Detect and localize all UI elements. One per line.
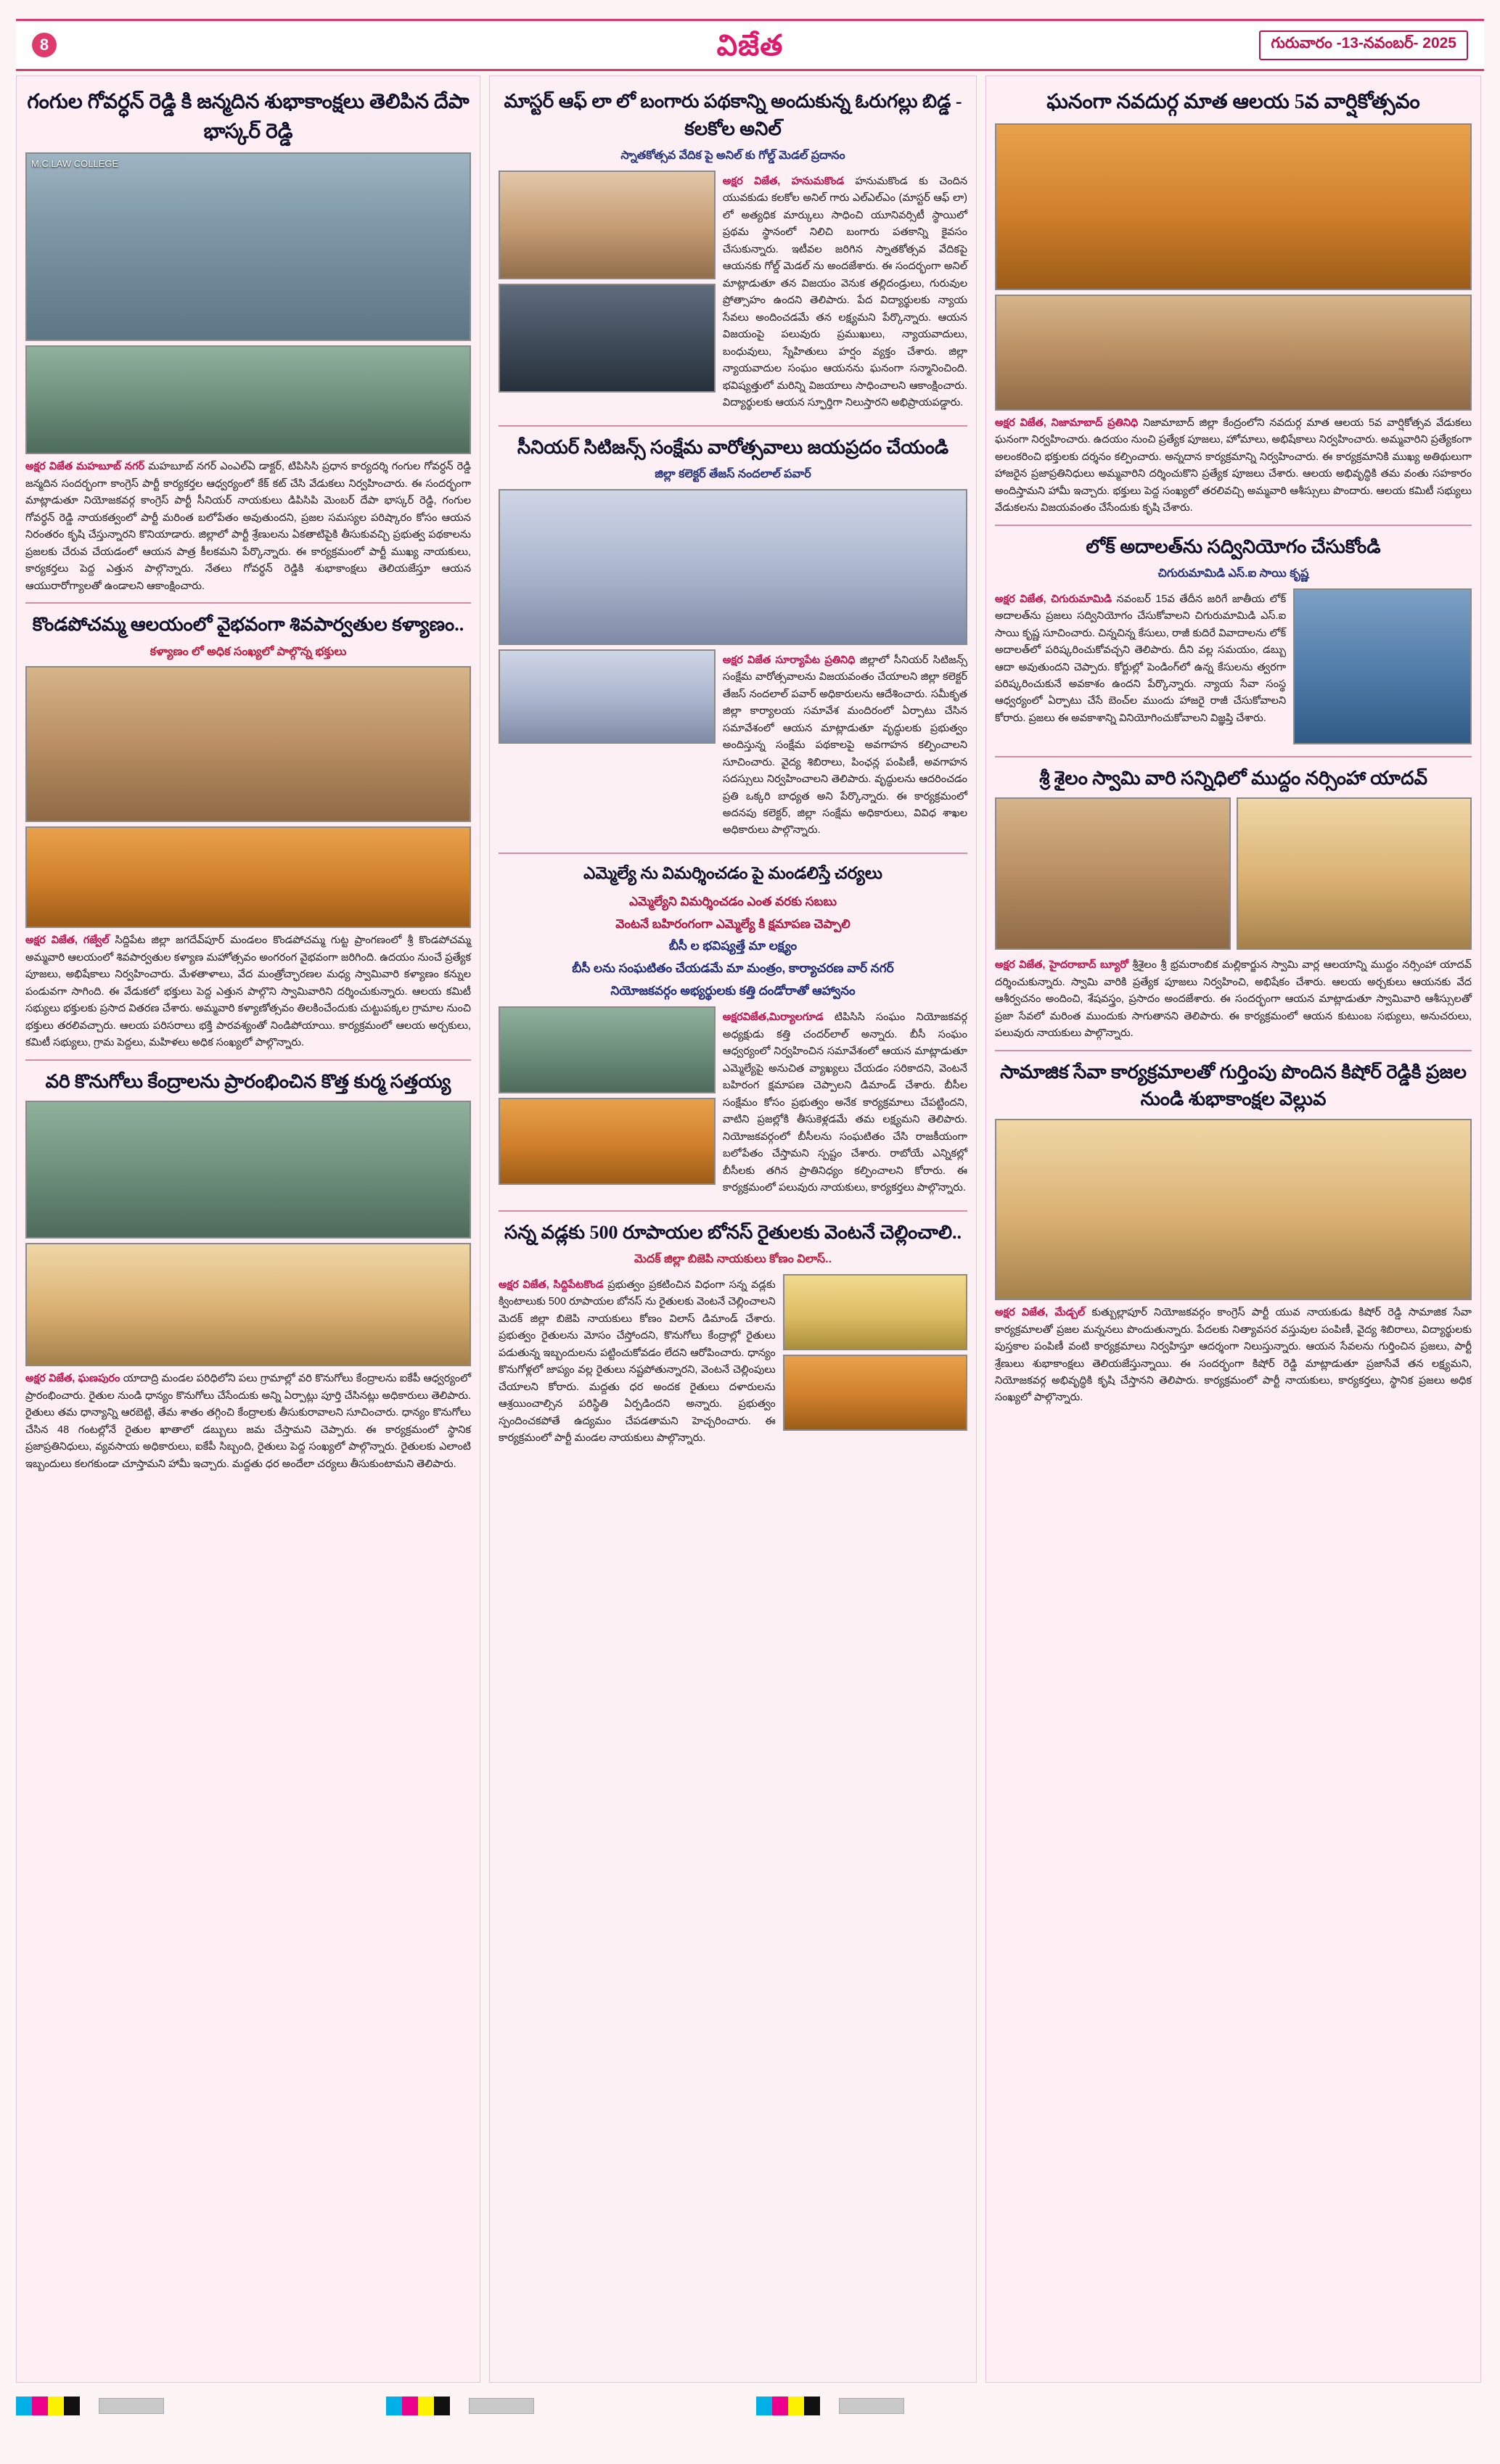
- article-photo-secondary: [783, 1355, 967, 1431]
- article-text: యాదాద్రి మండల పరిధిలోని పలు గ్రామాల్లో వరి కొనుగోలు కేంద్రాలను ఐకేపీ ఆధ్వర్యంలో ప్రారంభించారు. రైతుల నుండి ధాన్యం కొనుగోలు చేసేందుకు అన్ని ఏర్పాట్లు పూర్తి చేసినట్లు అధికారులు తెలిపారు. రైతులు తమ ధాన్యాన్ని ఆరబెట్టి, తేమ శాతం తగ్గించి కేంద్రాలకు తీసుకురావాలని సూచించారు. ధాన్యం కొనుగోలు చేసిన 48 గంటల్లోనే రైతుల ఖాతాలో డబ్బులు జమ చేస్తామని చెప్పారు. ఈ కార్యక్రమంలో స్థానిక ప్రజాప్రతినిధులు, వ్యవసాయ అధికారులు, ఐకేపీ సిబ్బంది, రైతులు పెద్ద సంఖ్యలో పాల్గొన్నారు. రైతులకు ఎలాంటి ఇబ్బందులు కలగకుండా చూస్తామని హామీ ఇచ్చారు. మద్దతు ధర అందేలా చర్యలు తీసుకుంటామని తెలిపారు.: [25, 1373, 471, 1470]
- article-text: జిల్లాలో సీనియర్ సిటిజన్స్ సంక్షేమ వారోత్సవాలను విజయవంతం చేయాలని జిల్లా కలెక్టర్ తేజస్ నందలాల్ పవార్ అధికారులను ఆదేశించారు. సమీకృత జిల్లా కార్యాలయ సమావేశ మందిరంలో ఏర్పాటు చేసిన సమావేశంలో ఆయన మాట్లాడుతూ వృద్ధులకు ప్రభుత్వం అందిస్తున్న సంక్షేమ పథకాలపై అవగాహన కల్పించాలని సూచించారు. వైద్య శిబిరాలు, పింఛన్ల పంపిణీ, అవగాహన సదస్సులు నిర్వహించాలని తెలిపారు. వృద్ధులను ఆదరించడం ప్రతి ఒక్కరి బాధ్యత అని పేర్కొన్నారు. ఈ కార్యక్రమంలో అదనపు కలెక్టర్, జిల్లా సంక్షేమ అధికారులు, వివిధ శాఖల అధికారులు పాల్గొన్నారు.: [722, 654, 968, 837]
- article-c2-3: [499, 861, 967, 1203]
- headline: గంగుల గోవర్ధన్ రెడ్డి కి జన్మదిన శుభాకాంక్షలు తెలిపిన దేపా భాస్కర్ రెడ్డి: [27, 91, 470, 143]
- photo-text-flow: [499, 1006, 967, 1202]
- article-body: [723, 1009, 967, 1196]
- article-photo-secondary: [25, 826, 471, 928]
- color-swatch-magenta: [32, 2397, 48, 2415]
- article-credit: అక్షర విజేత, హైదరాబాద్ బ్యూరో: [995, 959, 1128, 972]
- article-photo-secondary: [25, 345, 471, 454]
- article-photo: [25, 666, 471, 822]
- article-body: [25, 932, 471, 1051]
- divider: [995, 756, 1472, 757]
- article-body: [25, 459, 471, 595]
- headline: లోక్ అదాలత్‌ను సద్వినియోగం చేసుకోండి: [1086, 535, 1381, 557]
- article-credit: అక్షర విజేత సూర్యాపేట ప్రతినిధి: [722, 654, 856, 666]
- article-body: [499, 1277, 776, 1447]
- headline: మాస్టర్ ఆఫ్ లా లో బంగారు పథకాన్ని అందుకున్న ఓరుగల్లు బిడ్డ - కలకోల అనిల్: [504, 91, 962, 139]
- article-photo: [783, 1274, 967, 1350]
- article-photo: [25, 1101, 471, 1239]
- divider: [499, 1210, 967, 1212]
- article-text: మహబూబ్ నగర్ ఎంఎల్ఏ డాక్టర్, టిపిసిసి ప్రధాన కార్యదర్శి గంగుల గోవర్ధన్ రెడ్డి జన్మదిన సందర్భంగా కాంగ్రెస్ పార్టీ కార్యకర్తల ఆధ్వర్యంలో కేక్ కట్ చేసి వేడుకలు నిర్వహించారు. ఈ సందర్భంగా మాట్లాడుతూ నియోజకవర్గ కాంగ్రెస్ పార్టీ సీనియర్ నాయకులు డిపిసిపి మెంబర్ దేపా భాస్కర్ రెడ్డి, గంగుల గోవర్ధన్ రెడ్డి నాయకత్వంలో పార్టీ మరింత బలోపేతం అవుతుందని, ప్రజల సమస్యల పరిష్కారం కోసం ఆయన నిరంతరం కృషి చేస్తున్నారని కొనియాడారు. జిల్లాలో పార్టీ శ్రేణులను ఏకతాటిపైకి తీసుకువచ్చి ప్రభుత్వ పథకాలను ప్రజలకు చేరువ చేయడంలో ఆయన పాత్ర కీలకమని పేర్కొన్నారు. ఈ కార్యక్రమంలో పార్టీ ముఖ్య నాయకులు, కార్యకర్తలు పెద్ద ఎత్తున పాల్గొన్నారు. నేతలు గోవర్ధన్ రెడ్డికి శుభాకాంక్షలు తెలియజేస్తూ ఆయన ఆయురారోగ్యాలతో ఉండాలని ఆకాంక్షించారు.: [25, 461, 471, 592]
- photo-stack: [1293, 588, 1472, 749]
- article-text: శ్రీశైలం శ్రీ భ్రమరాంబిక మల్లికార్జున స్వామి వార్ల ఆలయాన్ని ముద్దం నర్సింహా యాదవ్ దర్శించుకున్నారు. స్వామి వారికి ప్రత్యేక పూజలు నిర్వహించి, అభిషేకం చేశారు. ఆలయ అర్చకులు ఆయనకు వేద ఆశీర్వచనం అందించి, శేషవస్త్రం, ప్రసాదం అందజేశారు. ఈ సందర్భంగా ఆయన మాట్లాడుతూ స్వామివారి ఆశీస్సులతో ప్రజా సేవలో మరింత ముందుకు సాగుతానని తెలిపారు. ఈ కార్యక్రమంలో ఆయన కుటుంబ సభ్యులు, అనుచరులు, పలువురు నాయకులు పాల్గొన్నారు.: [995, 959, 1472, 1040]
- photo-text-flow: [499, 1274, 967, 1453]
- color-swatch-black: [804, 2397, 820, 2415]
- article-credit: అక్షర విజేత మహబూబ్ నగర్: [25, 461, 145, 473]
- color-bar-group: [386, 2397, 450, 2415]
- article-body: [995, 415, 1472, 517]
- article-credit: అక్షర విజేత, హనుమకొండ: [722, 175, 845, 187]
- divider: [499, 425, 967, 427]
- article-text: ప్రభుత్వం ప్రకటించిన విధంగా సన్న వడ్లకు క్వింటాలుకు 500 రూపాయల బోనస్ ను రైతులకు వెంటనే చెల్లించాలని మెదక్ జిల్లా బిజెపి నాయకులు కోణం విలాస్ డిమాండ్ చేశారు. ప్రభుత్వం రైతులను మోసం చేస్తోందని, కొనుగోలు కేంద్రాల్లో రైతులు పడుతున్న ఇబ్బందులను పట్టించుకోవడం లేదని ఆరోపించారు. ధాన్యం కొనుగోళ్లలో జాప్యం వల్ల రైతులు నష్టపోతున్నారని, వెంటనే చెల్లింపులు చేయాలని కోరారు. మద్దతు ధర అందక రైతులు దళారులను ఆశ్రయించాల్సిన పరిస్థితి ఏర్పడిందని అన్నారు. ప్రభుత్వం స్పందించకపోతే ఉద్యమం చేపడతామని హెచ్చరించారు. ఈ కార్యక్రమంలో పార్టీ మండల నాయకులు పాల్గొన్నారు.: [499, 1278, 776, 1445]
- color-swatch-yellow: [788, 2397, 804, 2415]
- subheadline: స్నాతకోత్సవ వేదిక పై అనిల్ కు గోల్డ్ మెడల్ ప్రదానం: [620, 149, 845, 163]
- page-number: 8: [32, 33, 57, 57]
- photo-text-flow: [995, 588, 1472, 749]
- color-swatch-cyan: [756, 2397, 772, 2415]
- column-1: [16, 75, 480, 2383]
- bullet-item: బీసీ ల భవిష్యత్తే మా లక్ష్యం: [668, 939, 798, 953]
- subheadline: కళ్యాణం లో అధిక సంఖ్యలో పాల్గొన్న భక్తులు: [149, 645, 347, 658]
- article-photo: [499, 171, 716, 279]
- color-swatch-yellow: [48, 2397, 64, 2415]
- article-photo-secondary: [499, 284, 716, 393]
- article-body: [723, 173, 967, 412]
- color-swatch-black: [64, 2397, 80, 2415]
- columns-container: [16, 75, 1484, 2383]
- headline: వరి కొనుగోలు కేంద్రాలను ప్రారంభించిన కొత్త కుర్మ సత్తయ్య: [45, 1070, 451, 1092]
- headline: ఎమ్మెల్యే ను విమర్శించడం పై మండలిస్తే చర్యలు: [583, 863, 883, 882]
- article-credit: అక్షర విజేత, నిజామాబాద్ ప్రతినిధి: [995, 416, 1139, 429]
- article-photo: [995, 797, 1231, 950]
- color-swatch-cyan: [16, 2397, 32, 2415]
- article-c3-2: [995, 533, 1472, 749]
- article-body: [995, 591, 1286, 743]
- divider: [995, 525, 1472, 526]
- divider: [499, 853, 967, 854]
- photo-stack: [783, 1274, 967, 1453]
- article-c1-2: [25, 611, 471, 1051]
- divider: [995, 1050, 1472, 1051]
- registration-color-bars: [16, 2391, 1484, 2420]
- article-text: కుత్బుల్లాపూర్ నియోజకవర్గం కాంగ్రెస్ పార్టీ యువ నాయకుడు కిషోర్ రెడ్డి సామాజిక సేవా కార్యక్రమాలతో ప్రజల మన్ననలు పొందుతున్నారు. పేదలకు నిత్యావసర వస్తువుల పంపిణీ, వైద్య శిబిరాలు, విద్యార్థులకు పుస్తకాల పంపిణీ వంటి కార్యక్రమాలు నిర్వహిస్తూ ఆదర్శంగా నిలుస్తున్నారు. ఆయన సేవలను గుర్తించిన ప్రజలు, పార్టీ శ్రేణులు శుభాకాంక్షలు తెలియజేస్తున్నాయి. ఈ సందర్భంగా కిషోర్ రెడ్డి మాట్లాడుతూ ప్రజాసేవే తన లక్ష్యమని, నియోజకవర్గ అభివృద్ధికి కృషి చేస్తానని తెలిపారు. కార్యక్రమంలో పార్టీ నాయకులు, కార్యకర్తలు, స్థానిక ప్రజలు అధిక సంఖ్యలో పాల్గొన్నారు.: [995, 1307, 1472, 1404]
- photo-stack: [499, 171, 716, 418]
- column-2: [489, 75, 977, 2383]
- photo-stack: [499, 649, 716, 845]
- article-photo: [499, 489, 967, 645]
- bullet-item: బీసీ లను సంఘటితం చేయడమే మా మంత్రం, కార్యాచరణ వార్ నగర్: [572, 961, 894, 976]
- article-c3-4: [995, 1059, 1472, 1407]
- dateline: గురువారం -13-నవంబర్- 2025: [1259, 30, 1468, 60]
- article-photo: [1293, 588, 1472, 744]
- article-photo: [995, 123, 1472, 290]
- article-photo-secondary: [1237, 797, 1472, 950]
- headline: శ్రీ శైలం స్వామి వారి సన్నిధిలో ముద్దం నర్సింహా యాదవ్: [1039, 767, 1427, 789]
- subheadline: జిల్లా కలెక్టర్ తేజస్ నందలాల్ పవార్: [655, 468, 811, 481]
- article-c3-1: [995, 88, 1472, 517]
- divider: [25, 1059, 471, 1061]
- article-body: [25, 1371, 471, 1473]
- headline: కొండపోచమ్మ ఆలయంలో వైభవంగా శివపార్వతుల కళ్యాణం..: [32, 614, 464, 636]
- article-photo-secondary: [25, 1243, 471, 1366]
- article-photo-secondary: [499, 1098, 716, 1185]
- subheadline: మెదక్ జిల్లా బిజెపి నాయకులు కోణం విలాస్..: [634, 1253, 832, 1266]
- article-credit: అక్షర విజేత, సిద్దిపేటకొండ: [499, 1278, 604, 1291]
- bullet-list: [499, 891, 967, 1002]
- article-c3-3: [995, 765, 1472, 1043]
- color-swatch-yellow: [418, 2397, 434, 2415]
- article-body: [995, 1305, 1472, 1407]
- divider: [25, 602, 471, 604]
- article-credit: అక్షర విజేత, గజ్వేల్: [25, 935, 110, 947]
- photo-row: [995, 797, 1472, 954]
- article-c1-3: [25, 1068, 471, 1474]
- photo-text-flow: [499, 171, 967, 418]
- color-bar-group: [16, 2397, 80, 2415]
- article-photo-secondary: [499, 649, 716, 744]
- masthead: [16, 19, 1484, 71]
- article-photo: [25, 152, 471, 341]
- article-c2-4: [499, 1219, 967, 1453]
- column-3: [985, 75, 1481, 2383]
- article-text: నవంబర్ 15వ తేదీన జరిగే జాతీయ లోక్ అదాలత్‌ను ప్రజలు సద్వినియోగం చేసుకోవాలని చిగురుమామిడి ఎస్.ఐ సాయి కృష్ణ సూచించారు. చిన్నచిన్న కేసులు, రాజీ కుదిరే వివాదాలను లోక్ అదాలత్‌లో పరిష్కరించుకోవచ్చని తెలిపారు. దీని వల్ల సమయం, డబ్బు ఆదా అవుతుందని చెప్పారు. కోర్టుల్లో పెండింగ్‌లో ఉన్న కేసులను త్వరగా పరిష్కరించుకునే అవకాశం ఉందని పేర్కొన్నారు. న్యాయ సేవా సంస్థ ఆధ్వర్యంలో ఏర్పాటు చేసే బెంచ్‌ల ముందు హాజరై రాజీ చేసుకోవాలని కోరారు. ప్రజలు ఈ అవకాశాన్ని వినియోగించుకోవాలని విజ్ఞప్తి చేశారు.: [995, 593, 1287, 724]
- headline: ఘనంగా నవదుర్గ మాత ఆలయ 5వ వార్షికోత్సవం: [1046, 91, 1420, 113]
- article-c2-2: [499, 434, 967, 845]
- bullet-item: ఎమ్మెల్యేని విమర్శించడం ఎంత వరకు సబబు: [628, 895, 837, 909]
- article-photo-secondary: [995, 295, 1472, 411]
- article-text: నిజామాబాద్ జిల్లా కేంద్రంలోని నవదుర్గ మాత ఆలయ 5వ వార్షికోత్సవ వేడుకలు ఘనంగా నిర్వహించారు. ఉదయం నుంచి ప్రత్యేక పూజలు, హోమాలు, అభిషేకాలు నిర్వహించారు. అమ్మవారిని ప్రత్యేకంగా అలంకరించి భక్తులకు దర్శనం కల్పించారు. అన్నదాన కార్యక్రమాన్ని నిర్వహించారు. ఈ కార్యక్రమానికి ముఖ్య అతిథులుగా హాజరైన ప్రజాప్రతినిధులు అమ్మవారిని దర్శించుకొని ప్రత్యేక పూజలు చేశారు. ఆలయ అభివృద్ధికి తమ వంతు సహకారం అందిస్తామని హామీ ఇచ్చారు. భక్తులు పెద్ద సంఖ్యలో తరలివచ్చి అమ్మవారి ఆశీస్సులు పొందారు. ఆలయ కమిటీ సభ్యులు వేడుకలను విజయవంతం చేసేందుకు కృషి చేశారు.: [995, 416, 1472, 514]
- article-text: హనుమకొండ కు చెందిన యువకుడు కలకోల అనిల్ గారు ఎల్ఎల్ఎం (మాస్టర్ ఆఫ్ లా) లో అత్యధిక మార్కులు సాధించి యూనివర్సిటీ స్థాయిలో ప్రథమ స్థానంలో నిలిచి బంగారు పతకాన్ని కైవసం చేసుకున్నారు. ఇటీవల జరిగిన స్నాతకోత్సవ వేదికపై ఆయనకు గోల్డ్ మెడల్ ను అందజేశారు. ఈ సందర్భంగా అనిల్ మాట్లాడుతూ తన విజయం వెనుక తల్లిదండ్రులు, గురువుల ప్రోత్సాహం ఉందని తెలిపారు. పేద విద్యార్థులకు న్యాయ సేవలు అందించడమే తన లక్ష్యమని పేర్కొన్నారు. ఆయన విజయంపై పలువురు ప్రముఖులు, న్యాయవాదులు, బంధువులు, స్నేహితులు హర్షం వ్యక్తం చేశారు. జిల్లా న్యాయవాదుల సంఘం ఆయనను ఘనంగా సన్మానించింది. భవిష్యత్తులో మరిన్ని విజయాలు సాధించాలని ఆకాంక్షించారు. విద్యార్థులకు ఆయన స్ఫూర్తిగా నిలుస్తారని అభిప్రాయపడ్డారు.: [722, 175, 967, 409]
- bullet-item: వెంటనే బహిరంగంగా ఎమ్మెల్యే కి క్షమాపణ చెప్పాలి: [615, 916, 851, 931]
- article-body: [723, 652, 967, 839]
- article-text: సిద్దిపేట జిల్లా జగదేవ్‌పూర్ మండలం కొండపోచమ్మ గుట్ట ప్రాంగణంలో శ్రీ కొండపోచమ్మ అమ్మవారి ఆలయంలో శివపార్వతుల కళ్యాణ మహోత్సవం అంగరంగ వైభవంగా జరిగింది. ఉదయం నుంచే ప్రత్యేక పూజలు, అభిషేకాలు నిర్వహించారు. మేళతాళాలు, వేద మంత్రోచ్ఛారణల మధ్య స్వామివారి కళ్యాణం కన్నుల పండువగా సాగింది. ఈ వేడుకలో భక్తులు పెద్ద ఎత్తున పాల్గొని స్వామివారిని దర్శించుకున్నారు. ఆలయ కమిటీ సభ్యులు భక్తులకు ప్రసాద వితరణ చేశారు. అమ్మవారి కళ్యాణోత్సవం తిలకించేందుకు చుట్టుపక్కల గ్రామాల నుంచి భక్తులు తరలివచ్చారు. ఆలయ పరిసరాలు భక్తి పారవశ్యంతో నిండిపోయాయి. కార్యక్రమంలో ఆలయ అర్చకులు, కమిటీ సభ్యులు, గ్రామ పెద్దలు, మహిళలు అధిక సంఖ్యలో పాల్గొన్నారు.: [25, 935, 472, 1049]
- headline: సీనియర్ సిటిజన్స్ సంక్షేమ వారోత్సవాలు జయప్రదం చేయండి: [517, 436, 949, 458]
- color-swatch-magenta: [772, 2397, 788, 2415]
- article-c1-1: [25, 88, 471, 595]
- article-text: టిపిసిసి సంఘం నియోజకవర్గ అధ్యక్షుడు కత్తి చందర్‌లాల్ అన్నారు. బీసీ సంఘం ఆధ్వర్యంలో నిర్వహించిన సమావేశంలో ఆయన మాట్లాడుతూ ఎమ్మెల్యేపై అనుచిత వ్యాఖ్యలు చేయడం సరికాదని, వెంటనే బహిరంగ క్షమాపణ చెప్పాలని డిమాండ్ చేశారు. బీసీల సంక్షేమం కోసం ప్రభుత్వం అనేక కార్యక్రమాలు చేపట్టిందని, వాటిని ప్రజల్లోకి తీసుకెళ్లడమే తమ లక్ష్యమని తెలిపారు. నియోజకవర్గంలో బీసీలను సంఘటితం చేసి రాజకీయంగా బలోపేతం చేస్తామని స్పష్టం చేశారు. రాబోయే ఎన్నికల్లో బీసీలకు తగిన ప్రాతినిధ్యం కల్పించాలని కోరారు. ఈ కార్యక్రమంలో పలువురు నాయకులు, కార్యకర్తలు పాల్గొన్నారు.: [722, 1011, 968, 1194]
- bullet-item: నియోజకవర్గం అభ్యర్థులకు కత్తి దండోరాతో ఆహ్వానం: [610, 983, 856, 998]
- color-swatch-cyan: [386, 2397, 402, 2415]
- article-credit: అక్షర విజేత, మేడ్చల్: [995, 1307, 1086, 1319]
- article-photo: [499, 1006, 716, 1093]
- color-swatch-black: [434, 2397, 450, 2415]
- subheadline: చిగురుమామిడి ఎస్.ఐ సాయి కృష్ణ: [1157, 567, 1309, 580]
- article-photo: [995, 1119, 1472, 1300]
- grey-registration-mark: [469, 2398, 534, 2414]
- article-credit: అక్షర విజేత, చిగురుమామిడి: [995, 593, 1112, 605]
- photo-stack: [499, 1006, 716, 1202]
- color-bar-group: [756, 2397, 820, 2415]
- photo-signboard-text: M.C.LAW COLLEGE: [31, 158, 119, 170]
- headline: సామాజిక సేవా కార్యక్రమాలతో గుర్తింపు పొందిన కిషోర్ రెడ్డికి ప్రజల నుండి శుభాకాంక్షల వెల్లువ: [1000, 1061, 1467, 1110]
- article-credit: అక్షర విజేత, ఘణపురం: [25, 1373, 120, 1385]
- article-credit: అక్షరవిజేత,మిర్యాలగూడ: [722, 1011, 824, 1024]
- grey-registration-mark: [99, 2398, 164, 2414]
- article-c2-1: [499, 88, 967, 418]
- grey-registration-mark: [839, 2398, 904, 2414]
- article-body: [995, 957, 1472, 1042]
- newspaper-brand: [717, 28, 784, 70]
- brand-title: విజేత: [716, 29, 784, 62]
- photo-text-flow: [499, 649, 967, 845]
- headline: సన్న వడ్లకు 500 రూపాయల బోనస్ రైతులకు వెంటనే చెల్లించాలి..: [504, 1221, 962, 1243]
- color-swatch-magenta: [402, 2397, 418, 2415]
